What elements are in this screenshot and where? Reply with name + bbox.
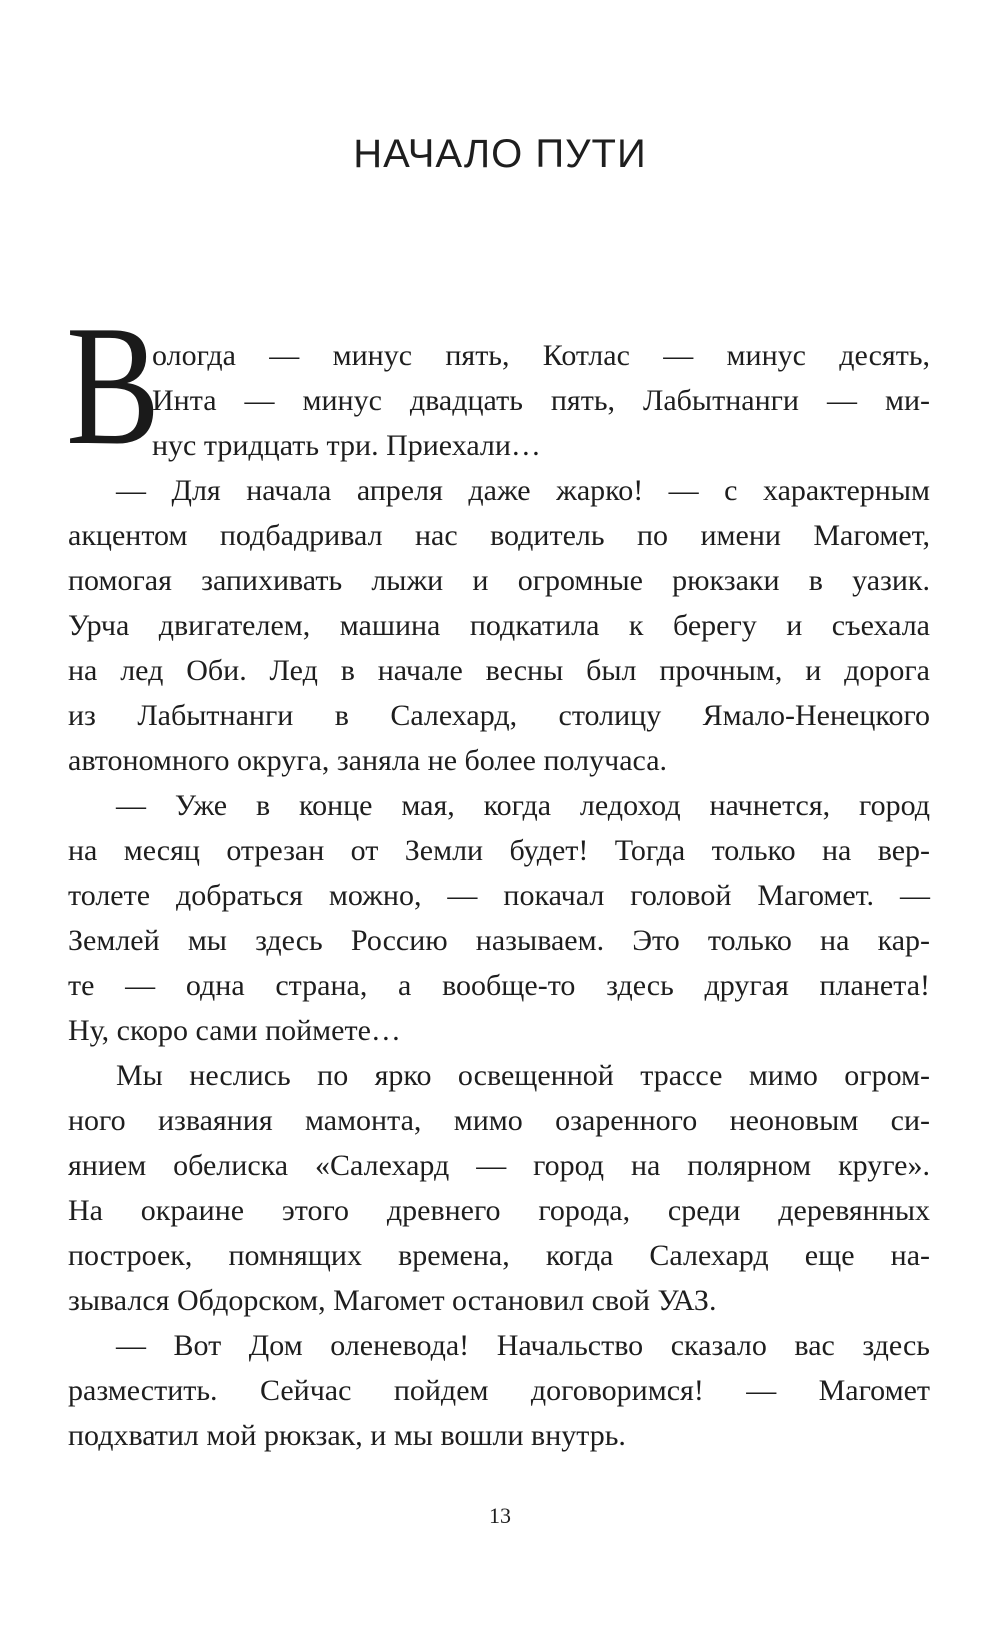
text-line: построек, помнящих времена, когда Салехард еще на-	[68, 1239, 930, 1272]
text-line: толете добраться можно, — покачал головой Магомет. —	[68, 879, 930, 912]
text-line: подхватил мой рюкзак, и мы вошли внутрь.	[68, 1419, 626, 1452]
text-line: помогая запихивать лыжи и огромные рюкзаки в уазик.	[68, 564, 930, 597]
text-line: из Лабытнанги в Салехард, столицу Ямало-Ненецкого	[68, 699, 930, 732]
text-line: те — одна страна, а вообще-то здесь другая планета!	[68, 969, 930, 1002]
text-line: Ну, скоро сами поймете…	[68, 1014, 401, 1047]
text-line: на месяц отрезан от Земли будет! Тогда только на вер-	[68, 834, 930, 867]
text-line: ологда — минус пять, Котлас — минус десять,	[152, 339, 930, 372]
text-line: акцентом подбадривал нас водитель по имени Магомет,	[68, 519, 930, 552]
text-line: Землей мы здесь Россию называем. Это только на кар-	[68, 924, 930, 957]
text-line: разместить. Сейчас пойдем договоримся! — Магомет	[68, 1374, 930, 1407]
text-line: на лед Оби. Лед в начале весны был прочным, и дорога	[68, 654, 930, 687]
text-line: — Вот Дом оленевода! Начальство сказало вас здесь	[116, 1329, 930, 1362]
text-line: Урча двигателем, машина подкатила к берегу и съехала	[68, 609, 930, 642]
page-number: 13	[489, 1503, 511, 1528]
text-line: Инта — минус двадцать пять, Лабытнанги — ми-	[152, 384, 930, 417]
text-line: — Уже в конце мая, когда ледоход начнется, город	[116, 789, 930, 822]
text-line: автономного округа, заняла не более получаса.	[68, 744, 668, 777]
text-line: янием обелиска «Салехард — город на полярном круге».	[68, 1149, 930, 1182]
text-line: — Для начала апреля даже жарко! — с характерным	[116, 474, 930, 507]
text-line: На окраине этого древнего города, среди деревянных	[68, 1194, 930, 1227]
drop-cap: В	[66, 291, 161, 481]
text-line: зывался Обдорском, Магомет остановил свой УАЗ.	[68, 1284, 717, 1317]
text-line: нус тридцать три. Приехали…	[152, 429, 541, 462]
text-line: ного изваяния мамонта, мимо озаренного неоновым си-	[68, 1104, 930, 1137]
chapter-title: НАЧАЛО ПУТИ	[353, 132, 647, 176]
text-line: Мы неслись по ярко освещенной трассе мимо огром-	[116, 1059, 930, 1092]
